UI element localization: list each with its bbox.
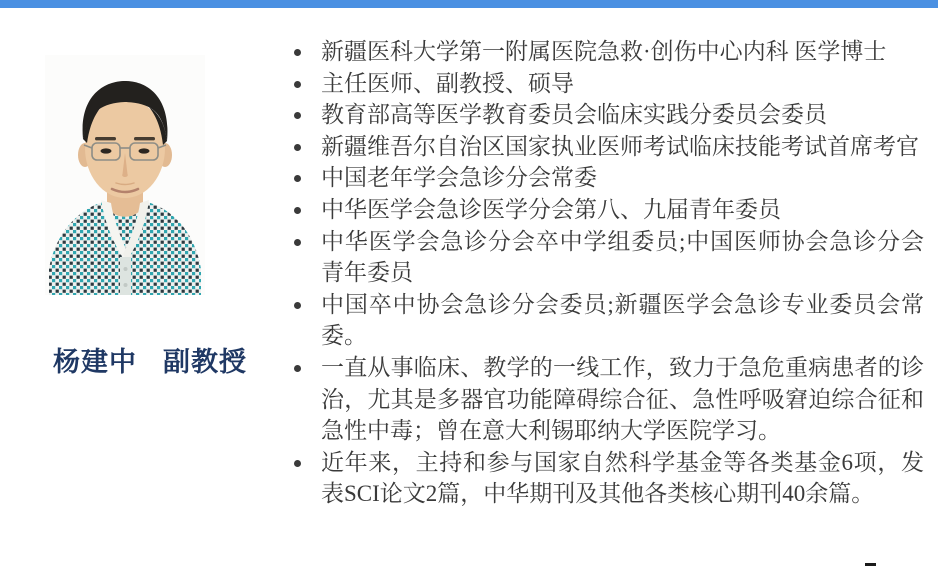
list-item: 中华医学会急诊分会卒中学组委员;中国医师协会急诊分会青年委员: [288, 226, 924, 289]
list-item: 新疆维吾尔自治区国家执业医师考试临床技能考试首席考官: [288, 131, 924, 163]
list-item: 新疆医科大学第一附属医院急救·创伤中心内科 医学博士: [288, 36, 924, 68]
top-accent-bar: [0, 0, 938, 8]
list-item: 主任医师、副教授、硕导: [288, 68, 924, 100]
portrait-illustration: [45, 55, 205, 295]
list-item: 一直从事临床、教学的一线工作，致力于急危重病患者的诊治，尤其是多器官功能障碍综合征、急性呼吸窘迫综合征和急性中毒；曾在意大利锡耶纳大学医院学习。: [288, 352, 924, 447]
list-item: 近年来，主持和参与国家自然科学基金等各类基金6项，发表SCI论文2篇，中华期刊及其他各类核心期刊40余篇。: [288, 447, 924, 510]
list-item: 中国老年学会急诊分会常委: [288, 162, 924, 194]
person-name-text: 杨建中: [53, 347, 137, 377]
person-title-text: 副教授: [163, 347, 247, 377]
credentials-list: [288, 36, 924, 510]
list-item: 中国卒中协会急诊分会委员;新疆医学会急诊专业委员会常委。: [288, 289, 924, 352]
list-item: 教育部高等医学教育委员会临床实践分委员会委员: [288, 99, 924, 131]
profile-photo: [45, 55, 205, 295]
list-item: 中华医学会急诊医学分会第八、九届青年委员: [288, 194, 924, 226]
person-name: [40, 340, 260, 379]
page-indicator-dash: [865, 563, 876, 566]
